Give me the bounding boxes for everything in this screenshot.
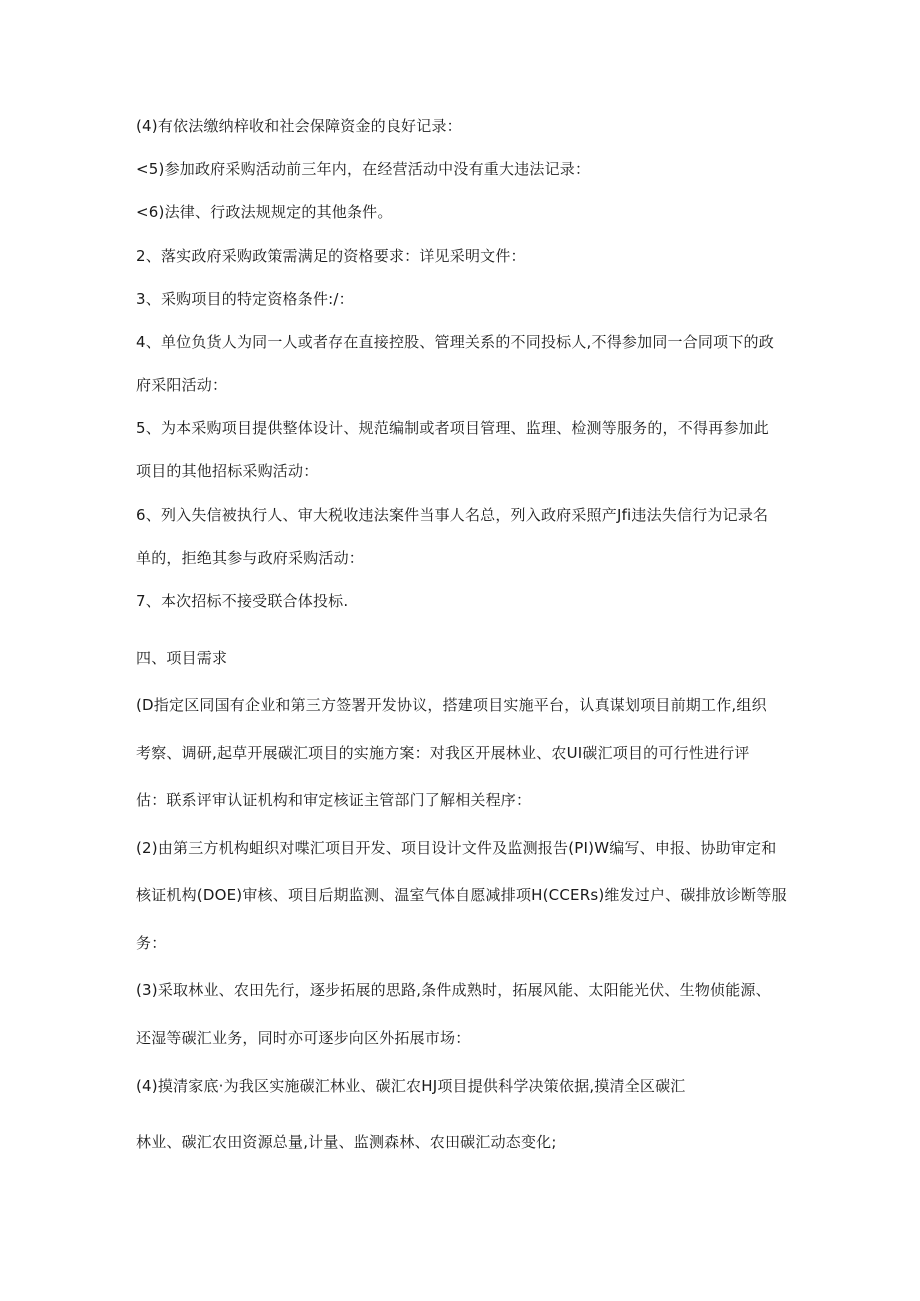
text-line: 核证机构(DOE)审核、项目后期监测、温室气体自愿减排项H(CCERs)维发过户、碳排放诊断等服: [136, 886, 787, 904]
text-line: 5、为本采购项目提供整体设计、规范编制或者项目管理、监理、检测等服务的，不得再参加此: [136, 419, 769, 437]
text-line: 6、列入失信被执行人、审大税收违法案件当事人名总，列入政府采照产Jfi违法失信行为记录名: [136, 506, 769, 524]
text-line: (3)采取林业、农田先行，逐步拓展的思路,条件成熟时，拓展风能、太阳能光伏、生物侦能源、: [136, 981, 771, 999]
text-line: 3、采购项目的特定资格条件:/：: [136, 290, 354, 308]
text-line: 估：联系评审认证机构和审定核证主管部门了解相关程序：: [136, 791, 532, 809]
text-line: 考察、调研,起草开展碳汇项目的实施方案：对我区开展林业、农UI碳汇项目的可行性进行评: [136, 744, 750, 762]
section-heading: 四、项目需求: [136, 649, 228, 667]
text-line: 4、单位负货人为同一人或者存在直接控股、管理关系的不同投标人,不得参加同一合同项下的政: [136, 333, 774, 351]
text-line: 府采阳活动：: [136, 376, 228, 394]
text-line: 项目的其他招标采购活动：: [136, 462, 319, 480]
text-line: (4)有依法缴纳梓收和社会保障资金的良好记录：: [136, 117, 462, 135]
text-line: 7、本次招标不接受联合体投标.: [136, 592, 349, 610]
text-line: 林业、碳汇农田资源总量,计量、监测森林、农田碳汇动态变化;: [136, 1133, 557, 1151]
text-line: <6)法律、行政法规规定的其他条件。: [136, 203, 393, 221]
text-line: 2、落实政府采购政策需满足的资格要求：详见采明文件：: [136, 247, 526, 265]
text-line: 务：: [136, 934, 167, 952]
text-line: (D指定区同国有企业和第三方签署开发协议，搭建项目实施平台，认真谋划项目前期工作,组织: [136, 696, 767, 714]
text-line: (4)摸清家底·为我区实施碳汇林业、碳汇农HJ项目提供科学决策依据,摸清全区碳汇: [136, 1077, 686, 1095]
text-line: 单的，拒绝其参与政府采购活动：: [136, 549, 365, 567]
text-line: <5)参加政府采购活动前三年内，在经营活动中没有重大违法记录：: [136, 160, 591, 178]
text-line: 还湿等碳汇业务，同时亦可逐步向区外拓展市场：: [136, 1029, 471, 1047]
text-line: (2)由第三方机构蛆织对喋汇项目开发、项目设计文件及监测报告(PI)W编写、申报、协助审定和: [136, 839, 777, 857]
